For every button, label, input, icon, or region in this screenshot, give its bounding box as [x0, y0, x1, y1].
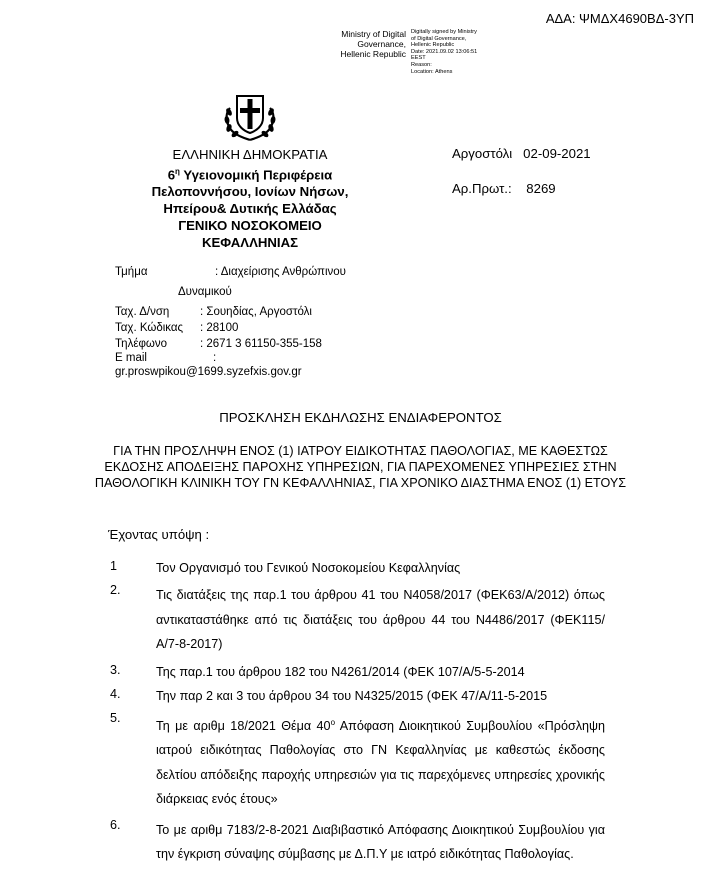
signature-line: Date: 2021.09.02 13:06:51 [411, 48, 478, 55]
signature-line: of Digital Governance, [411, 35, 467, 42]
considerations-list [108, 559, 605, 873]
health-region: $6^\eta$ Υγειονομική Περιφέρεια [167, 167, 333, 183]
list-item: 4. Την παρ 2 και 3 του άρθρου 34 του Ν4325/2015 (ΦΕΚ 47/Α/11-5-2015 [110, 686, 548, 703]
hospital-name: ΓΕΝΙΚΟ ΝΟΣΟΚΟΜΕΙΟ [178, 218, 322, 234]
list-item: 5. Τη με αριθμ 18/2021 Θέμα $40^o$ Απόφαση Διοικητικού Συμβουλίου «Πρόσληψη ιατρού ειδικότητας Παθολογίας στο ΓΝ Κεφαλληνίας με καθεστώς έκδοσης δελτίου απόδειξης παροχής υπηρεσιών για τις παρεχόμενες υπηρεσίες χρονικής διάρκειας ενός έτους» [110, 710, 606, 807]
list-item: 3. Της παρ.1 του άρθρου 182 του Ν4261/2014 (ΦΕΚ 107/Α/5-5-2014 [110, 662, 525, 679]
signature-line: Hellenic Republic [411, 42, 455, 49]
signature-line: EEST [411, 55, 426, 62]
list-item: 2. Τις διατάξεις της παρ.1 του άρθρου 41 του Ν4058/2017 (ΦΕΚ63/Α/2012) όπως αντικαταστάθηκε από τις διατάξεις του άρθρου 44 του Ν4486/2017 (ΦΕΚ115/Α/7-8-2017) [110, 583, 605, 651]
republic-name: ΕΛΛΗΝΙΚΗ ΔΗΜΟΚΡΑΤΙΑ [172, 147, 328, 162]
info-row-email: E mail : [115, 352, 217, 364]
signature-signer: Ministry of Digital Governance, Hellenic Republic [340, 29, 406, 59]
protocol-number: Αρ.Πρωτ.: 8269 [452, 181, 556, 196]
health-region-line2: Πελοποννήσου, Ιονίων Νήσων, [151, 184, 349, 200]
info-row-address: Ταχ. Δ/νση : Σουηδίας, Αργοστόλι [115, 306, 312, 318]
list-item: 6. Το με αριθμ 7183/2-8-2021 Διαβιβαστικό Απόφασης Διοικητικού Συμβουλίου για την έγκριση σύναψης σύμβασης με Δ.Π.Υ με ιατρό ειδικότητας Παθολογίας. [110, 817, 605, 862]
considering-heading: Έχοντας υπόψη : [108, 527, 210, 542]
health-region-line3: Ηπείρου& Δυτικής Ελλάδας [163, 201, 337, 217]
signature-line: Reason: [411, 61, 432, 68]
signature-line: Digitally signed by Ministry [411, 29, 477, 35]
info-row-phone: Τηλέφωνο : 2671 3 61150-355-158 [115, 338, 322, 350]
place-date: Αργοστόλι 02-09-2021 [452, 146, 591, 161]
list-item: 1 Τον Οργανισμό του Γενικού Νοσοκομείου Κεφαλληνίας [110, 559, 461, 575]
hospital-name-line2: ΚΕΦΑΛΛΗΝΙΑΣ [201, 235, 299, 251]
greek-coat-of-arms-icon [222, 88, 278, 142]
document-subtitle: ΓΙΑ ΤΗΝ ΠΡΟΣΛΗΨΗ ΕΝΟΣ (1) ΙΑΤΡΟΥ ΕΙΔΙΚΟΤΗΤΑΣ ΠΑΘΟΛΟΓΙΑΣ, ΜΕ ΚΑΘΕΣΤΩΣ ΕΚΔΟΣΗΣ ΑΠΟΔΕΙΞΗΣ ΠΑΡΟΧΗΣ ΥΠΗΡΕΣΙΩΝ, ΓΙΑ ΠΑΡΕΧΟΜΕΝΕΣ ΥΠΗΡΕΣΙΕΣ ΣΤΗΝ ΠΑΘΟΛΟΓΙΚΗ ΚΛΙΝΙΚΗ ΤΟΥ ΓΝ ΚΕΦΑΛΛΗΝΙΑΣ, ΓΙΑ ΧΡΟΝΙΚΟ ΔΙΑΣΤΗΜΑ ΕΝΟΣ (1) ΕΤΟΥΣ [94, 444, 627, 490]
contact-info [115, 264, 375, 380]
info-row-postcode: Ταχ. Κώδικας : 28100 [115, 322, 239, 334]
issuer-header [120, 146, 380, 251]
document-title: ΠΡΟΣΚΛΗΣΗ ΕΚΔΗΛΩΣΗΣ ΕΝΔΙΑΦΕΡΟΝΤΟΣ [219, 410, 502, 425]
signature-details [411, 29, 501, 75]
email-address[interactable]: gr.proswpikou@1699.syzefxis.gov.gr [115, 366, 302, 378]
signature-line: Location: Athens [411, 68, 453, 75]
info-row-department: Τμήμα : Διαχείρισης Ανθρώπινου [115, 266, 346, 278]
info-row-department-cont: Δυναμικού [178, 286, 232, 298]
ada-code: ΑΔΑ: ΨΜΔΧ4690ΒΔ-3ΥΠ [545, 11, 694, 26]
